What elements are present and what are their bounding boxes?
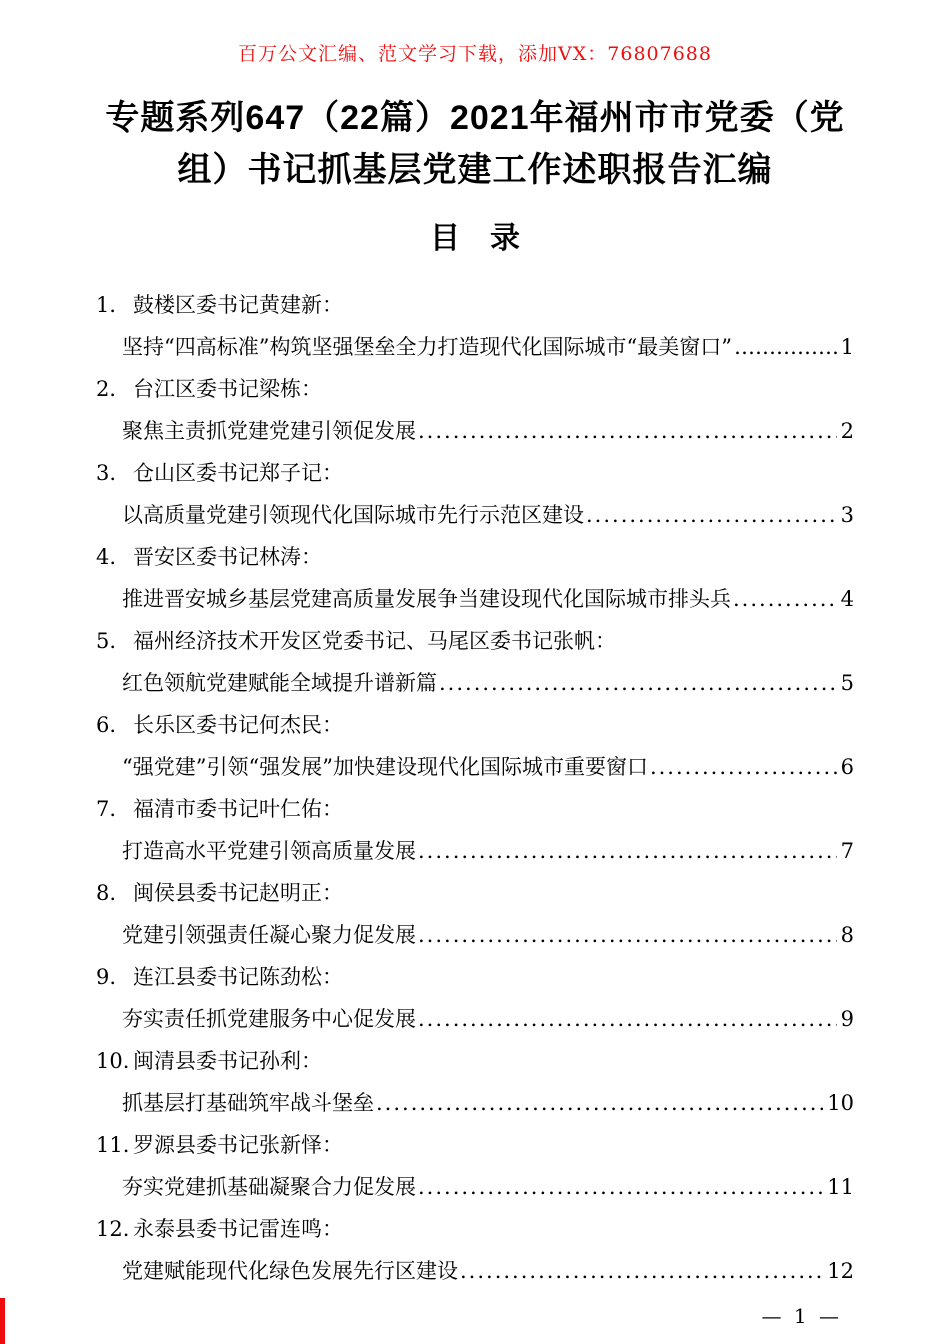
dot-leader <box>418 1166 823 1208</box>
entry-author: 仓山区委书记郑子记： <box>133 461 343 485</box>
toc-entry-heading-line <box>96 284 854 326</box>
entry-title: 党建引领强责任凝心聚力促发展 <box>122 923 416 947</box>
toc-entry <box>96 788 854 872</box>
toc-entry-title-line <box>96 998 854 1040</box>
entry-number: 2． <box>96 377 131 401</box>
entry-number: 1． <box>96 293 131 317</box>
toc-entry <box>96 620 854 704</box>
entry-title: 坚持“四高标准”构筑坚强堡垒全力打造现代化国际城市“最美窗口” <box>122 335 732 359</box>
entry-page: 6 <box>840 755 854 779</box>
toc-entry <box>96 368 854 452</box>
toc-entry <box>96 536 854 620</box>
toc-entry-title-line <box>96 410 854 452</box>
entry-page: 1 <box>840 335 854 359</box>
table-of-contents <box>96 284 854 1292</box>
entry-author: 长乐区委书记何杰民： <box>133 713 343 737</box>
entry-number: 6. <box>96 713 117 737</box>
entry-title: 红色领航党建赋能全域提升谱新篇 <box>122 671 437 695</box>
toc-entry-heading-line <box>96 788 854 830</box>
entry-title: 夯实责任抓党建服务中心促发展 <box>122 1007 416 1031</box>
toc-entry <box>96 452 854 536</box>
toc-entry <box>96 1208 854 1292</box>
entry-author: 福清市委书记叶仁佑： <box>133 797 343 821</box>
toc-entry-heading-line <box>96 704 854 746</box>
toc-entry <box>96 704 854 788</box>
entry-author: 福州经济技术开发区党委书记、马尾区委书记张帆： <box>133 629 616 653</box>
toc-entry-title-line <box>96 914 854 956</box>
entry-number: 12. <box>96 1217 130 1241</box>
entry-page: 9 <box>840 1007 854 1031</box>
toc-entry-heading-line <box>96 620 854 662</box>
toc-entry <box>96 284 854 368</box>
entry-author: 晋安区委书记林涛： <box>133 545 322 569</box>
entry-page: 8 <box>840 923 854 947</box>
dot-leader <box>418 830 837 872</box>
dot-leader <box>586 494 837 536</box>
entry-number: 3. <box>96 461 117 485</box>
entry-number: 8. <box>96 881 117 905</box>
dot-leader <box>439 662 837 704</box>
entry-page: 11 <box>827 1175 854 1199</box>
entry-title: 党建赋能现代化绿色发展先行区建设 <box>122 1259 458 1283</box>
entry-title: 以高质量党建引领现代化国际城市先行示范区建设 <box>122 503 584 527</box>
entry-page: 4 <box>840 587 854 611</box>
toc-entry <box>96 1040 854 1124</box>
entry-author: 台江区委书记梁栋： <box>133 377 322 401</box>
entry-page: 3 <box>840 503 854 527</box>
toc-entry-heading-line <box>96 1124 854 1166</box>
toc-entry-title-line <box>96 830 854 872</box>
toc-entry-heading-line <box>96 536 854 578</box>
toc-entry-title-line <box>96 1082 854 1124</box>
entry-author: 永泰县委书记雷连鸣： <box>133 1217 343 1241</box>
entry-author: 鼓楼区委书记黄建新： <box>133 293 343 317</box>
toc-heading: 目 录 <box>430 222 520 255</box>
entry-page: 7 <box>840 839 854 863</box>
toc-entry-title-line <box>96 326 854 368</box>
entry-number: 4. <box>96 545 117 569</box>
toc-entry-heading-line <box>96 956 854 998</box>
dot-leader <box>460 1250 823 1292</box>
entry-page: 5 <box>840 671 854 695</box>
entry-page: 2 <box>840 419 854 443</box>
entry-author: 罗源县委书记张新怿： <box>133 1133 343 1157</box>
entry-title: 推进晋安城乡基层党建高质量发展争当建设现代化国际城市排头兵 <box>122 587 731 611</box>
entry-author: 连江县委书记陈劲松： <box>133 965 343 989</box>
document-title: 专题系列647（22篇）2021年福州市市党委（党组）书记抓基层党建工作述职报告汇编 <box>105 99 845 189</box>
entry-title: “强党建”引领“强发展”加快建设现代化国际城市重要窗口 <box>122 755 648 779</box>
toc-entry-title-line <box>96 578 854 620</box>
entry-page: 12 <box>827 1259 854 1283</box>
dot-leader <box>418 998 837 1040</box>
entry-page: 10 <box>827 1091 854 1115</box>
toc-entry <box>96 956 854 1040</box>
toc-entry <box>96 872 854 956</box>
toc-entry-title-line <box>96 662 854 704</box>
entry-author: 闽侯县委书记赵明正： <box>133 881 343 905</box>
entry-number: 7. <box>96 797 117 821</box>
entry-number: 10. <box>96 1049 130 1073</box>
dot-leader <box>650 746 837 788</box>
toc-entry-heading-line <box>96 872 854 914</box>
entry-title: 抓基层打基础筑牢战斗堡垒 <box>122 1091 374 1115</box>
entry-title: 打造高水平党建引领高质量发展 <box>122 839 416 863</box>
toc-entry-heading-line <box>96 368 854 410</box>
dot-leader <box>418 914 837 956</box>
toc-entry-heading-line <box>96 452 854 494</box>
red-corner-mark <box>0 1298 5 1344</box>
entry-number: 11. <box>96 1133 130 1157</box>
toc-entry-title-line <box>96 1250 854 1292</box>
toc-entry-heading-line <box>96 1208 854 1250</box>
toc-entry-title-line <box>96 746 854 788</box>
entry-title: 夯实党建抓基础凝聚合力促发展 <box>122 1175 416 1199</box>
toc-entry-title-line <box>96 494 854 536</box>
dot-leader <box>418 410 837 452</box>
dot-leader <box>734 326 837 368</box>
toc-entry <box>96 1124 854 1208</box>
dot-leader <box>733 578 837 620</box>
toc-entry-heading-line <box>96 1040 854 1082</box>
header-notice: 百万公文汇编、范文学习下载，添加VX：76807688 <box>238 43 712 65</box>
dot-leader <box>376 1082 823 1124</box>
entry-number: 9. <box>96 965 117 989</box>
entry-number: 5. <box>96 629 117 653</box>
entry-author: 闽清县委书记孙利： <box>133 1049 322 1073</box>
page-number: — 1 — <box>761 1304 842 1328</box>
toc-entry-title-line <box>96 1166 854 1208</box>
entry-title: 聚焦主责抓党建党建引领促发展 <box>122 419 416 443</box>
